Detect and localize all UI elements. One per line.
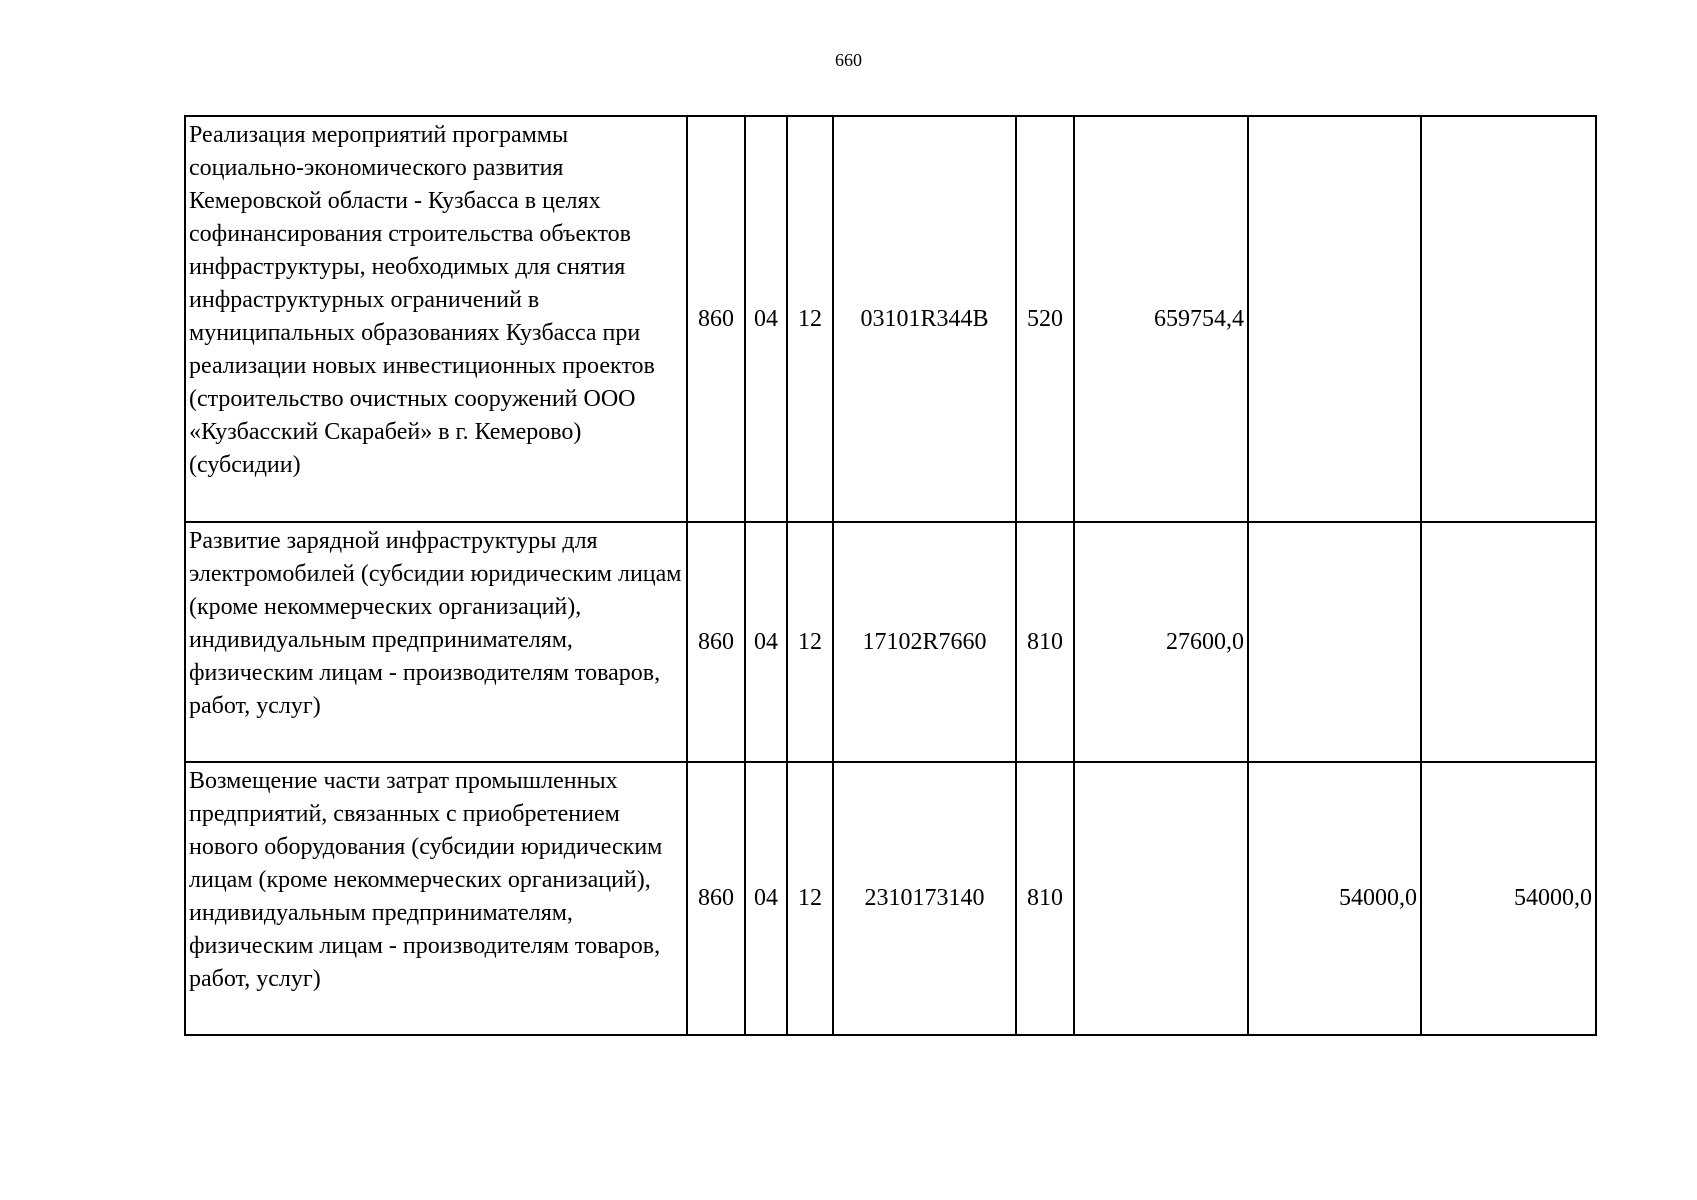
sum-column-2 [1248,522,1421,762]
row-description: Возмещение части затрат промышленных предприятий, связанных с приобретением нового оборудования (субсидии юридическим лицам (кроме некоммерческих организаций), индивидуальным предпринимателям, физическим лицам - производителям товаров, работ, услуг) [185,762,687,1035]
section-code: 04 [745,116,787,522]
sum-column-3: 54000,0 [1421,762,1596,1035]
sum-column-2 [1248,116,1421,522]
target-article-code: 2310173140 [833,762,1016,1035]
row-description: Развитие зарядной инфраструктуры для электромобилей (субсидии юридическим лицам (кроме некоммерческих организаций), индивидуальным предпринимателям, физическим лицам - производителям товаров, работ, услуг) [185,522,687,762]
expense-type-code: 520 [1016,116,1074,522]
section-code: 04 [745,762,787,1035]
page-number: 660 [835,50,862,70]
table-row [185,522,1596,762]
sum-column-1: 659754,4 [1074,116,1248,522]
sum-column-1 [1074,762,1248,1035]
sum-column-2: 54000,0 [1248,762,1421,1035]
sum-column-3 [1421,116,1596,522]
budget-table [184,115,1597,1036]
table-row [185,762,1596,1035]
sum-column-3 [1421,522,1596,762]
expense-type-code: 810 [1016,522,1074,762]
ministry-code: 860 [687,522,745,762]
row-description: Реализация мероприятий программы социально-экономического развития Кемеровской области - Кузбасса в целях софинансирования строительства объектов инфраструктуры, необходимых для снятия инфраструктурных ограничений в муниципальных образованиях Кузбасса при реализации новых инвестиционных проектов (строительство очистных сооружений ООО «Кузбасский Скарабей» в г. Кемерово) (субсидии) [185,116,687,522]
ministry-code: 860 [687,762,745,1035]
expense-type-code: 810 [1016,762,1074,1035]
sum-column-1: 27600,0 [1074,522,1248,762]
subsection-code: 12 [787,762,833,1035]
table-row [185,116,1596,522]
subsection-code: 12 [787,116,833,522]
target-article-code: 17102R7660 [833,522,1016,762]
target-article-code: 03101R344B [833,116,1016,522]
section-code: 04 [745,522,787,762]
subsection-code: 12 [787,522,833,762]
ministry-code: 860 [687,116,745,522]
